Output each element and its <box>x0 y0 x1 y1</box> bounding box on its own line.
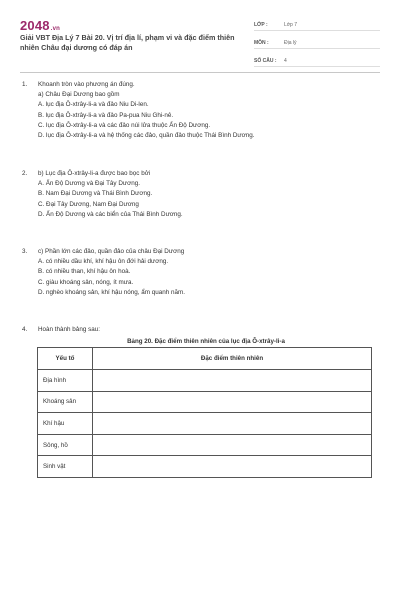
question-line: a) Châu Đại Dương bao gồm <box>38 91 120 99</box>
row-label: Khoáng sản <box>38 391 93 413</box>
question-number: 1. <box>22 81 28 88</box>
answer-cell[interactable] <box>93 434 372 456</box>
table-row <box>38 456 372 478</box>
question-line: Khoanh tròn vào phương án đúng. <box>38 81 135 88</box>
row-label: Khí hậu <box>38 413 93 435</box>
question-4 <box>22 325 382 337</box>
question-number: 2. <box>22 170 28 177</box>
meta-label: SỐ CÂU : <box>254 58 277 64</box>
meta-label: LỚP : <box>254 22 268 28</box>
question-line: Hoàn thành bảng sau: <box>38 326 100 333</box>
question-line: c) Phần lớn các đảo, quần đảo của châu Đại Dương <box>38 248 185 255</box>
question-number: 4. <box>22 326 28 333</box>
answer-cell[interactable] <box>93 456 372 478</box>
meta-panel <box>254 16 380 70</box>
question-2 <box>22 169 382 229</box>
header-divider <box>20 72 380 73</box>
answer-option[interactable]: C. Đại Tây Dương, Nam Đại Dương <box>38 200 139 208</box>
question-3 <box>22 247 382 307</box>
meta-value: Địa lý <box>284 40 297 46</box>
table-caption: Bảng 20. Đặc điểm thiên nhiên của lục địa Ô-xtrây-li-a <box>127 338 285 345</box>
table-header-row <box>38 348 372 370</box>
question-body <box>38 247 185 298</box>
answer-option[interactable]: D. lục địa Ô-xtrây-li-a và hệ thống các đảo, quần đảo thuộc Thái Bình Dương. <box>38 131 255 139</box>
answer-option[interactable]: D. nghèo khoáng sản, khí hậu nóng, ẩm quanh năm. <box>38 288 186 296</box>
question-line: b) Lục địa Ô-xtrây-li-a được bao bọc bởi <box>38 170 151 177</box>
row-label: Sông, hồ <box>38 434 93 456</box>
nature-table <box>37 347 372 478</box>
answer-cell[interactable] <box>93 370 372 392</box>
answer-option[interactable]: C. lục địa Ô-xtrây-li-a và các đảo núi lửa thuộc Ấn Độ Dương. <box>38 121 211 129</box>
meta-row-count <box>254 52 380 67</box>
row-label: Địa hình <box>38 370 93 392</box>
site-logo[interactable] <box>20 18 60 33</box>
answer-option[interactable]: A. có nhiều dầu khí, khí hậu ôn đới hải dương. <box>38 258 169 266</box>
column-header-features: Đặc điểm thiên nhiên <box>93 348 372 370</box>
meta-row-subject <box>254 34 380 49</box>
answer-cell[interactable] <box>93 413 372 435</box>
meta-row-class <box>254 16 380 31</box>
answer-cell[interactable] <box>93 391 372 413</box>
row-label: Sinh vật <box>38 456 93 478</box>
answer-option[interactable]: B. Nam Đại Dương và Thái Bình Dương. <box>38 190 153 198</box>
answer-option[interactable]: C. giàu khoáng sản, nóng, ít mưa. <box>38 278 134 286</box>
meta-value: Lớp 7 <box>284 22 298 28</box>
table-row <box>38 370 372 392</box>
column-header-factor: Yếu tố <box>38 348 93 370</box>
answer-option[interactable]: D. Ấn Độ Dương và các biển của Thái Bình Dương. <box>38 210 183 218</box>
answer-option[interactable]: A. lục địa Ô-xtrây-li-a và đảo Niu Di-len. <box>38 101 149 109</box>
table-row <box>38 413 372 435</box>
question-body <box>38 169 183 220</box>
answer-option[interactable]: B. có nhiều than, khí hậu ôn hoà. <box>38 268 131 276</box>
logo-main: 2048 <box>20 18 50 33</box>
answer-option[interactable]: A. Ấn Độ Dương và Đại Tây Dương. <box>38 180 140 188</box>
document-title: Giải VBT Địa Lý 7 Bài 20. Vị trí địa lí, phạm vi và đặc điểm thiên nhiên Châu đại dương có đáp án <box>20 33 235 52</box>
question-body <box>38 325 100 335</box>
question-1 <box>22 80 382 150</box>
table-row <box>38 434 372 456</box>
table-row <box>38 391 372 413</box>
answer-option[interactable]: B. lục địa Ô-xtrây-li-a và đảo Pa-pua Niu Ghi-nê. <box>38 111 174 119</box>
logo-suffix: .vn <box>50 26 61 32</box>
question-number: 3. <box>22 248 28 255</box>
meta-label: MÔN : <box>254 40 269 46</box>
meta-value: 4 <box>284 58 287 64</box>
question-body <box>38 80 255 141</box>
